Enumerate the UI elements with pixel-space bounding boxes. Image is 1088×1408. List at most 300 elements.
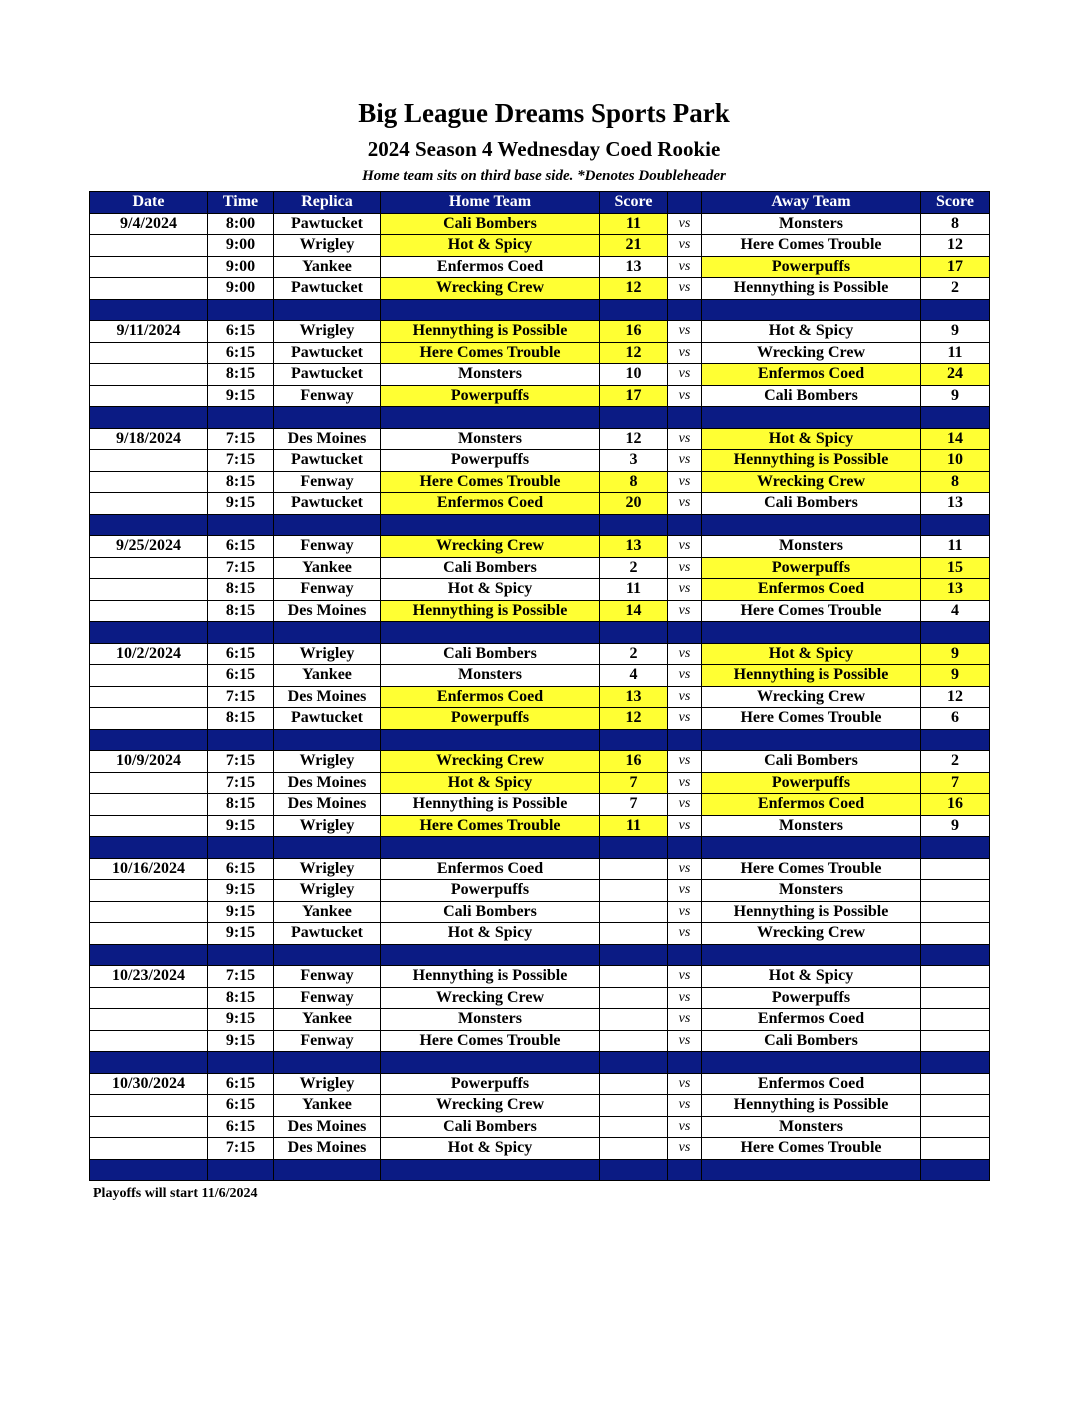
- week-separator-row: [90, 1052, 990, 1074]
- separator-cell: [702, 944, 921, 966]
- date-cell: [90, 385, 208, 407]
- separator-cell: [600, 1159, 668, 1181]
- replica-cell: Des Moines: [274, 772, 381, 794]
- date-cell: [90, 342, 208, 364]
- date-cell: [90, 471, 208, 493]
- separator-cell: [668, 1159, 702, 1181]
- table-row: [90, 1138, 990, 1160]
- table-row: [90, 880, 990, 902]
- separator-cell: [274, 299, 381, 321]
- home-score-cell: 12: [600, 278, 668, 300]
- home-score-cell: [600, 923, 668, 945]
- separator-cell: [600, 837, 668, 859]
- home-score-cell: 14: [600, 600, 668, 622]
- date-cell: 10/2/2024: [90, 643, 208, 665]
- time-cell: 9:15: [208, 880, 274, 902]
- separator-cell: [381, 514, 600, 536]
- away-team-cell: Cali Bombers: [702, 385, 921, 407]
- separator-cell: [702, 622, 921, 644]
- vs-cell: vs: [668, 665, 702, 687]
- replica-cell: Wrigley: [274, 858, 381, 880]
- away-score-cell: 8: [921, 471, 990, 493]
- table-row: [90, 579, 990, 601]
- date-cell: 9/18/2024: [90, 428, 208, 450]
- replica-cell: Yankee: [274, 256, 381, 278]
- replica-cell: Des Moines: [274, 1116, 381, 1138]
- home-team-cell: Monsters: [381, 1009, 600, 1031]
- away-score-cell: 13: [921, 579, 990, 601]
- table-row: [90, 987, 990, 1009]
- away-team-cell: Monsters: [702, 880, 921, 902]
- date-cell: [90, 815, 208, 837]
- week-separator-row: [90, 514, 990, 536]
- separator-cell: [90, 622, 208, 644]
- home-score-cell: [600, 1116, 668, 1138]
- date-cell: [90, 1095, 208, 1117]
- schedule-body: [90, 213, 990, 1181]
- schedule-table: [89, 191, 990, 1181]
- home-score-cell: 2: [600, 643, 668, 665]
- home-score-cell: 12: [600, 708, 668, 730]
- separator-cell: [921, 944, 990, 966]
- replica-cell: Wrigley: [274, 235, 381, 257]
- home-score-cell: 12: [600, 342, 668, 364]
- separator-cell: [274, 1159, 381, 1181]
- home-team-cell: Enfermos Coed: [381, 256, 600, 278]
- week-separator-row: [90, 407, 990, 429]
- separator-cell: [600, 299, 668, 321]
- separator-cell: [208, 299, 274, 321]
- home-team-cell: Monsters: [381, 665, 600, 687]
- schedule-note: Home team sits on third base side. *Denotes Doubleheader: [362, 168, 726, 184]
- separator-cell: [208, 944, 274, 966]
- away-team-cell: Powerpuffs: [702, 256, 921, 278]
- away-team-cell: Enfermos Coed: [702, 364, 921, 386]
- table-row: [90, 708, 990, 730]
- home-team-cell: Wrecking Crew: [381, 1095, 600, 1117]
- vs-cell: vs: [668, 923, 702, 945]
- replica-cell: Yankee: [274, 1009, 381, 1031]
- date-cell: 9/11/2024: [90, 321, 208, 343]
- away-team-cell: Powerpuffs: [702, 557, 921, 579]
- away-score-cell: 16: [921, 794, 990, 816]
- away-team-cell: Wrecking Crew: [702, 923, 921, 945]
- away-team-cell: Hot & Spicy: [702, 428, 921, 450]
- time-cell: 8:00: [208, 213, 274, 235]
- date-cell: 10/9/2024: [90, 751, 208, 773]
- date-cell: [90, 880, 208, 902]
- date-cell: [90, 923, 208, 945]
- time-cell: 9:15: [208, 1009, 274, 1031]
- date-cell: [90, 901, 208, 923]
- time-cell: 7:15: [208, 428, 274, 450]
- time-cell: 7:15: [208, 1138, 274, 1160]
- separator-cell: [600, 729, 668, 751]
- away-score-cell: 7: [921, 772, 990, 794]
- separator-cell: [668, 944, 702, 966]
- separator-cell: [274, 407, 381, 429]
- vs-cell: vs: [668, 708, 702, 730]
- separator-cell: [702, 514, 921, 536]
- replica-cell: Pawtucket: [274, 450, 381, 472]
- replica-cell: Des Moines: [274, 600, 381, 622]
- time-cell: 9:15: [208, 1030, 274, 1052]
- replica-cell: Des Moines: [274, 686, 381, 708]
- replica-cell: Fenway: [274, 385, 381, 407]
- col-header-away-team: Away Team: [702, 192, 921, 214]
- time-cell: 7:15: [208, 450, 274, 472]
- away-score-cell: 11: [921, 536, 990, 558]
- vs-cell: vs: [668, 901, 702, 923]
- away-team-cell: Here Comes Trouble: [702, 600, 921, 622]
- replica-cell: Wrigley: [274, 751, 381, 773]
- col-header-time: Time: [208, 192, 274, 214]
- vs-cell: vs: [668, 213, 702, 235]
- away-score-cell: 2: [921, 278, 990, 300]
- table-row: [90, 665, 990, 687]
- replica-cell: Fenway: [274, 987, 381, 1009]
- home-team-cell: Hennything is Possible: [381, 966, 600, 988]
- vs-cell: vs: [668, 493, 702, 515]
- date-cell: [90, 493, 208, 515]
- separator-cell: [208, 622, 274, 644]
- separator-cell: [600, 622, 668, 644]
- away-team-cell: Wrecking Crew: [702, 686, 921, 708]
- vs-cell: vs: [668, 686, 702, 708]
- table-row: [90, 686, 990, 708]
- vs-cell: vs: [668, 536, 702, 558]
- vs-cell: vs: [668, 1138, 702, 1160]
- date-cell: [90, 1030, 208, 1052]
- separator-cell: [921, 299, 990, 321]
- separator-cell: [90, 407, 208, 429]
- date-cell: [90, 557, 208, 579]
- replica-cell: Des Moines: [274, 428, 381, 450]
- separator-cell: [208, 837, 274, 859]
- vs-cell: vs: [668, 278, 702, 300]
- separator-cell: [600, 514, 668, 536]
- home-team-cell: Cali Bombers: [381, 1116, 600, 1138]
- week-separator-row: [90, 944, 990, 966]
- away-score-cell: 15: [921, 557, 990, 579]
- table-row: [90, 278, 990, 300]
- home-team-cell: Powerpuffs: [381, 1073, 600, 1095]
- separator-cell: [381, 1052, 600, 1074]
- away-team-cell: Monsters: [702, 213, 921, 235]
- home-score-cell: 7: [600, 772, 668, 794]
- time-cell: 8:15: [208, 987, 274, 1009]
- vs-cell: vs: [668, 364, 702, 386]
- page-subtitle: 2024 Season 4 Wednesday Coed Rookie: [367, 137, 721, 161]
- away-score-cell: 9: [921, 643, 990, 665]
- time-cell: 7:15: [208, 751, 274, 773]
- home-score-cell: 11: [600, 213, 668, 235]
- away-team-cell: Wrecking Crew: [702, 471, 921, 493]
- separator-cell: [208, 729, 274, 751]
- separator-cell: [381, 837, 600, 859]
- away-score-cell: 14: [921, 428, 990, 450]
- away-score-cell: [921, 901, 990, 923]
- table-row: [90, 493, 990, 515]
- vs-cell: vs: [668, 858, 702, 880]
- replica-cell: Pawtucket: [274, 708, 381, 730]
- time-cell: 6:15: [208, 858, 274, 880]
- away-team-cell: Monsters: [702, 536, 921, 558]
- separator-cell: [921, 729, 990, 751]
- separator-cell: [600, 1052, 668, 1074]
- separator-cell: [381, 407, 600, 429]
- vs-cell: vs: [668, 880, 702, 902]
- date-cell: [90, 235, 208, 257]
- table-row: [90, 450, 990, 472]
- table-row: [90, 471, 990, 493]
- away-score-cell: 12: [921, 686, 990, 708]
- table-row: [90, 858, 990, 880]
- home-team-cell: Hennything is Possible: [381, 321, 600, 343]
- home-score-cell: 11: [600, 815, 668, 837]
- away-team-cell: Enfermos Coed: [702, 794, 921, 816]
- date-cell: 10/23/2024: [90, 966, 208, 988]
- date-cell: [90, 987, 208, 1009]
- away-team-cell: Hennything is Possible: [702, 278, 921, 300]
- replica-cell: Pawtucket: [274, 278, 381, 300]
- home-team-cell: Cali Bombers: [381, 213, 600, 235]
- separator-cell: [668, 514, 702, 536]
- away-score-cell: 24: [921, 364, 990, 386]
- table-row: [90, 643, 990, 665]
- home-team-cell: Hot & Spicy: [381, 579, 600, 601]
- date-cell: [90, 794, 208, 816]
- separator-cell: [208, 407, 274, 429]
- home-score-cell: [600, 880, 668, 902]
- home-score-cell: 3: [600, 450, 668, 472]
- table-row: [90, 256, 990, 278]
- away-team-cell: Monsters: [702, 815, 921, 837]
- table-row: [90, 1030, 990, 1052]
- vs-cell: vs: [668, 1030, 702, 1052]
- home-score-cell: 11: [600, 579, 668, 601]
- away-team-cell: Here Comes Trouble: [702, 235, 921, 257]
- replica-cell: Yankee: [274, 665, 381, 687]
- home-team-cell: Powerpuffs: [381, 450, 600, 472]
- table-row: [90, 213, 990, 235]
- date-cell: 9/4/2024: [90, 213, 208, 235]
- home-score-cell: [600, 1073, 668, 1095]
- table-row: [90, 600, 990, 622]
- away-team-cell: Here Comes Trouble: [702, 708, 921, 730]
- separator-cell: [600, 407, 668, 429]
- separator-cell: [668, 299, 702, 321]
- week-separator-row: [90, 622, 990, 644]
- table-row: [90, 1009, 990, 1031]
- separator-cell: [921, 622, 990, 644]
- home-score-cell: 10: [600, 364, 668, 386]
- vs-cell: vs: [668, 751, 702, 773]
- away-score-cell: [921, 880, 990, 902]
- away-score-cell: 17: [921, 256, 990, 278]
- away-score-cell: 10: [921, 450, 990, 472]
- home-score-cell: 8: [600, 471, 668, 493]
- separator-cell: [702, 1159, 921, 1181]
- vs-cell: vs: [668, 342, 702, 364]
- home-team-cell: Wrecking Crew: [381, 536, 600, 558]
- time-cell: 6:15: [208, 342, 274, 364]
- date-cell: 10/30/2024: [90, 1073, 208, 1095]
- separator-cell: [702, 299, 921, 321]
- home-team-cell: Monsters: [381, 364, 600, 386]
- vs-cell: vs: [668, 600, 702, 622]
- vs-cell: vs: [668, 385, 702, 407]
- home-team-cell: Hot & Spicy: [381, 772, 600, 794]
- away-team-cell: Cali Bombers: [702, 1030, 921, 1052]
- vs-cell: vs: [668, 321, 702, 343]
- table-row: [90, 794, 990, 816]
- home-score-cell: 21: [600, 235, 668, 257]
- home-team-cell: Here Comes Trouble: [381, 1030, 600, 1052]
- table-row: [90, 923, 990, 945]
- home-team-cell: Wrecking Crew: [381, 987, 600, 1009]
- table-row: [90, 901, 990, 923]
- separator-cell: [921, 1159, 990, 1181]
- week-separator-row: [90, 1159, 990, 1181]
- vs-cell: vs: [668, 1116, 702, 1138]
- away-score-cell: [921, 1030, 990, 1052]
- time-cell: 6:15: [208, 1095, 274, 1117]
- home-score-cell: [600, 1095, 668, 1117]
- home-team-cell: Wrecking Crew: [381, 278, 600, 300]
- separator-cell: [668, 622, 702, 644]
- replica-cell: Pawtucket: [274, 493, 381, 515]
- away-score-cell: 11: [921, 342, 990, 364]
- separator-cell: [702, 407, 921, 429]
- page-title: Big League Dreams Sports Park: [358, 98, 730, 128]
- home-team-cell: Hot & Spicy: [381, 1138, 600, 1160]
- table-row: [90, 1116, 990, 1138]
- home-team-cell: Here Comes Trouble: [381, 815, 600, 837]
- time-cell: 7:15: [208, 557, 274, 579]
- home-team-cell: Here Comes Trouble: [381, 342, 600, 364]
- date-cell: [90, 772, 208, 794]
- home-score-cell: [600, 966, 668, 988]
- separator-cell: [274, 1052, 381, 1074]
- away-score-cell: 9: [921, 321, 990, 343]
- replica-cell: Fenway: [274, 536, 381, 558]
- date-cell: 10/16/2024: [90, 858, 208, 880]
- time-cell: 6:15: [208, 536, 274, 558]
- vs-cell: vs: [668, 471, 702, 493]
- separator-cell: [90, 944, 208, 966]
- away-team-cell: Powerpuffs: [702, 987, 921, 1009]
- vs-cell: vs: [668, 815, 702, 837]
- replica-cell: Fenway: [274, 966, 381, 988]
- date-cell: [90, 256, 208, 278]
- vs-cell: vs: [668, 772, 702, 794]
- separator-cell: [921, 514, 990, 536]
- vs-cell: vs: [668, 643, 702, 665]
- away-score-cell: 6: [921, 708, 990, 730]
- away-team-cell: Monsters: [702, 1116, 921, 1138]
- separator-cell: [381, 1159, 600, 1181]
- table-row: [90, 364, 990, 386]
- separator-cell: [668, 1052, 702, 1074]
- separator-cell: [668, 729, 702, 751]
- home-team-cell: Wrecking Crew: [381, 751, 600, 773]
- date-cell: [90, 708, 208, 730]
- vs-cell: vs: [668, 987, 702, 1009]
- home-score-cell: [600, 1030, 668, 1052]
- separator-cell: [921, 837, 990, 859]
- replica-cell: Yankee: [274, 557, 381, 579]
- time-cell: 9:15: [208, 815, 274, 837]
- away-score-cell: 12: [921, 235, 990, 257]
- away-team-cell: Hot & Spicy: [702, 643, 921, 665]
- separator-cell: [668, 837, 702, 859]
- replica-cell: Des Moines: [274, 794, 381, 816]
- home-team-cell: Powerpuffs: [381, 880, 600, 902]
- replica-cell: Wrigley: [274, 321, 381, 343]
- separator-cell: [274, 729, 381, 751]
- vs-cell: vs: [668, 794, 702, 816]
- away-team-cell: Enfermos Coed: [702, 1073, 921, 1095]
- separator-cell: [274, 944, 381, 966]
- separator-cell: [702, 837, 921, 859]
- separator-cell: [90, 1159, 208, 1181]
- playoffs-note: Playoffs will start 11/6/2024: [93, 1186, 258, 1201]
- home-team-cell: Hennything is Possible: [381, 794, 600, 816]
- separator-cell: [90, 729, 208, 751]
- separator-cell: [381, 622, 600, 644]
- separator-cell: [600, 944, 668, 966]
- home-score-cell: [600, 987, 668, 1009]
- separator-cell: [274, 514, 381, 536]
- away-score-cell: 13: [921, 493, 990, 515]
- away-team-cell: Enfermos Coed: [702, 579, 921, 601]
- date-cell: [90, 450, 208, 472]
- vs-cell: vs: [668, 966, 702, 988]
- home-team-cell: Enfermos Coed: [381, 493, 600, 515]
- replica-cell: Pawtucket: [274, 923, 381, 945]
- home-score-cell: [600, 1009, 668, 1031]
- separator-cell: [702, 1052, 921, 1074]
- home-team-cell: Enfermos Coed: [381, 858, 600, 880]
- replica-cell: Fenway: [274, 471, 381, 493]
- time-cell: 9:00: [208, 278, 274, 300]
- home-team-cell: Hot & Spicy: [381, 235, 600, 257]
- home-score-cell: [600, 1138, 668, 1160]
- col-header-vs: [668, 192, 702, 214]
- away-score-cell: [921, 1116, 990, 1138]
- table-row: [90, 815, 990, 837]
- vs-cell: vs: [668, 1009, 702, 1031]
- home-team-cell: Monsters: [381, 428, 600, 450]
- replica-cell: Pawtucket: [274, 213, 381, 235]
- separator-cell: [208, 1052, 274, 1074]
- home-score-cell: 13: [600, 686, 668, 708]
- table-row: [90, 235, 990, 257]
- time-cell: 8:15: [208, 600, 274, 622]
- away-team-cell: Here Comes Trouble: [702, 858, 921, 880]
- separator-cell: [921, 407, 990, 429]
- away-score-cell: 9: [921, 815, 990, 837]
- time-cell: 8:15: [208, 579, 274, 601]
- away-team-cell: Wrecking Crew: [702, 342, 921, 364]
- separator-cell: [381, 944, 600, 966]
- time-cell: 9:15: [208, 901, 274, 923]
- replica-cell: Yankee: [274, 901, 381, 923]
- replica-cell: Des Moines: [274, 1138, 381, 1160]
- col-header-date: Date: [90, 192, 208, 214]
- away-score-cell: [921, 1073, 990, 1095]
